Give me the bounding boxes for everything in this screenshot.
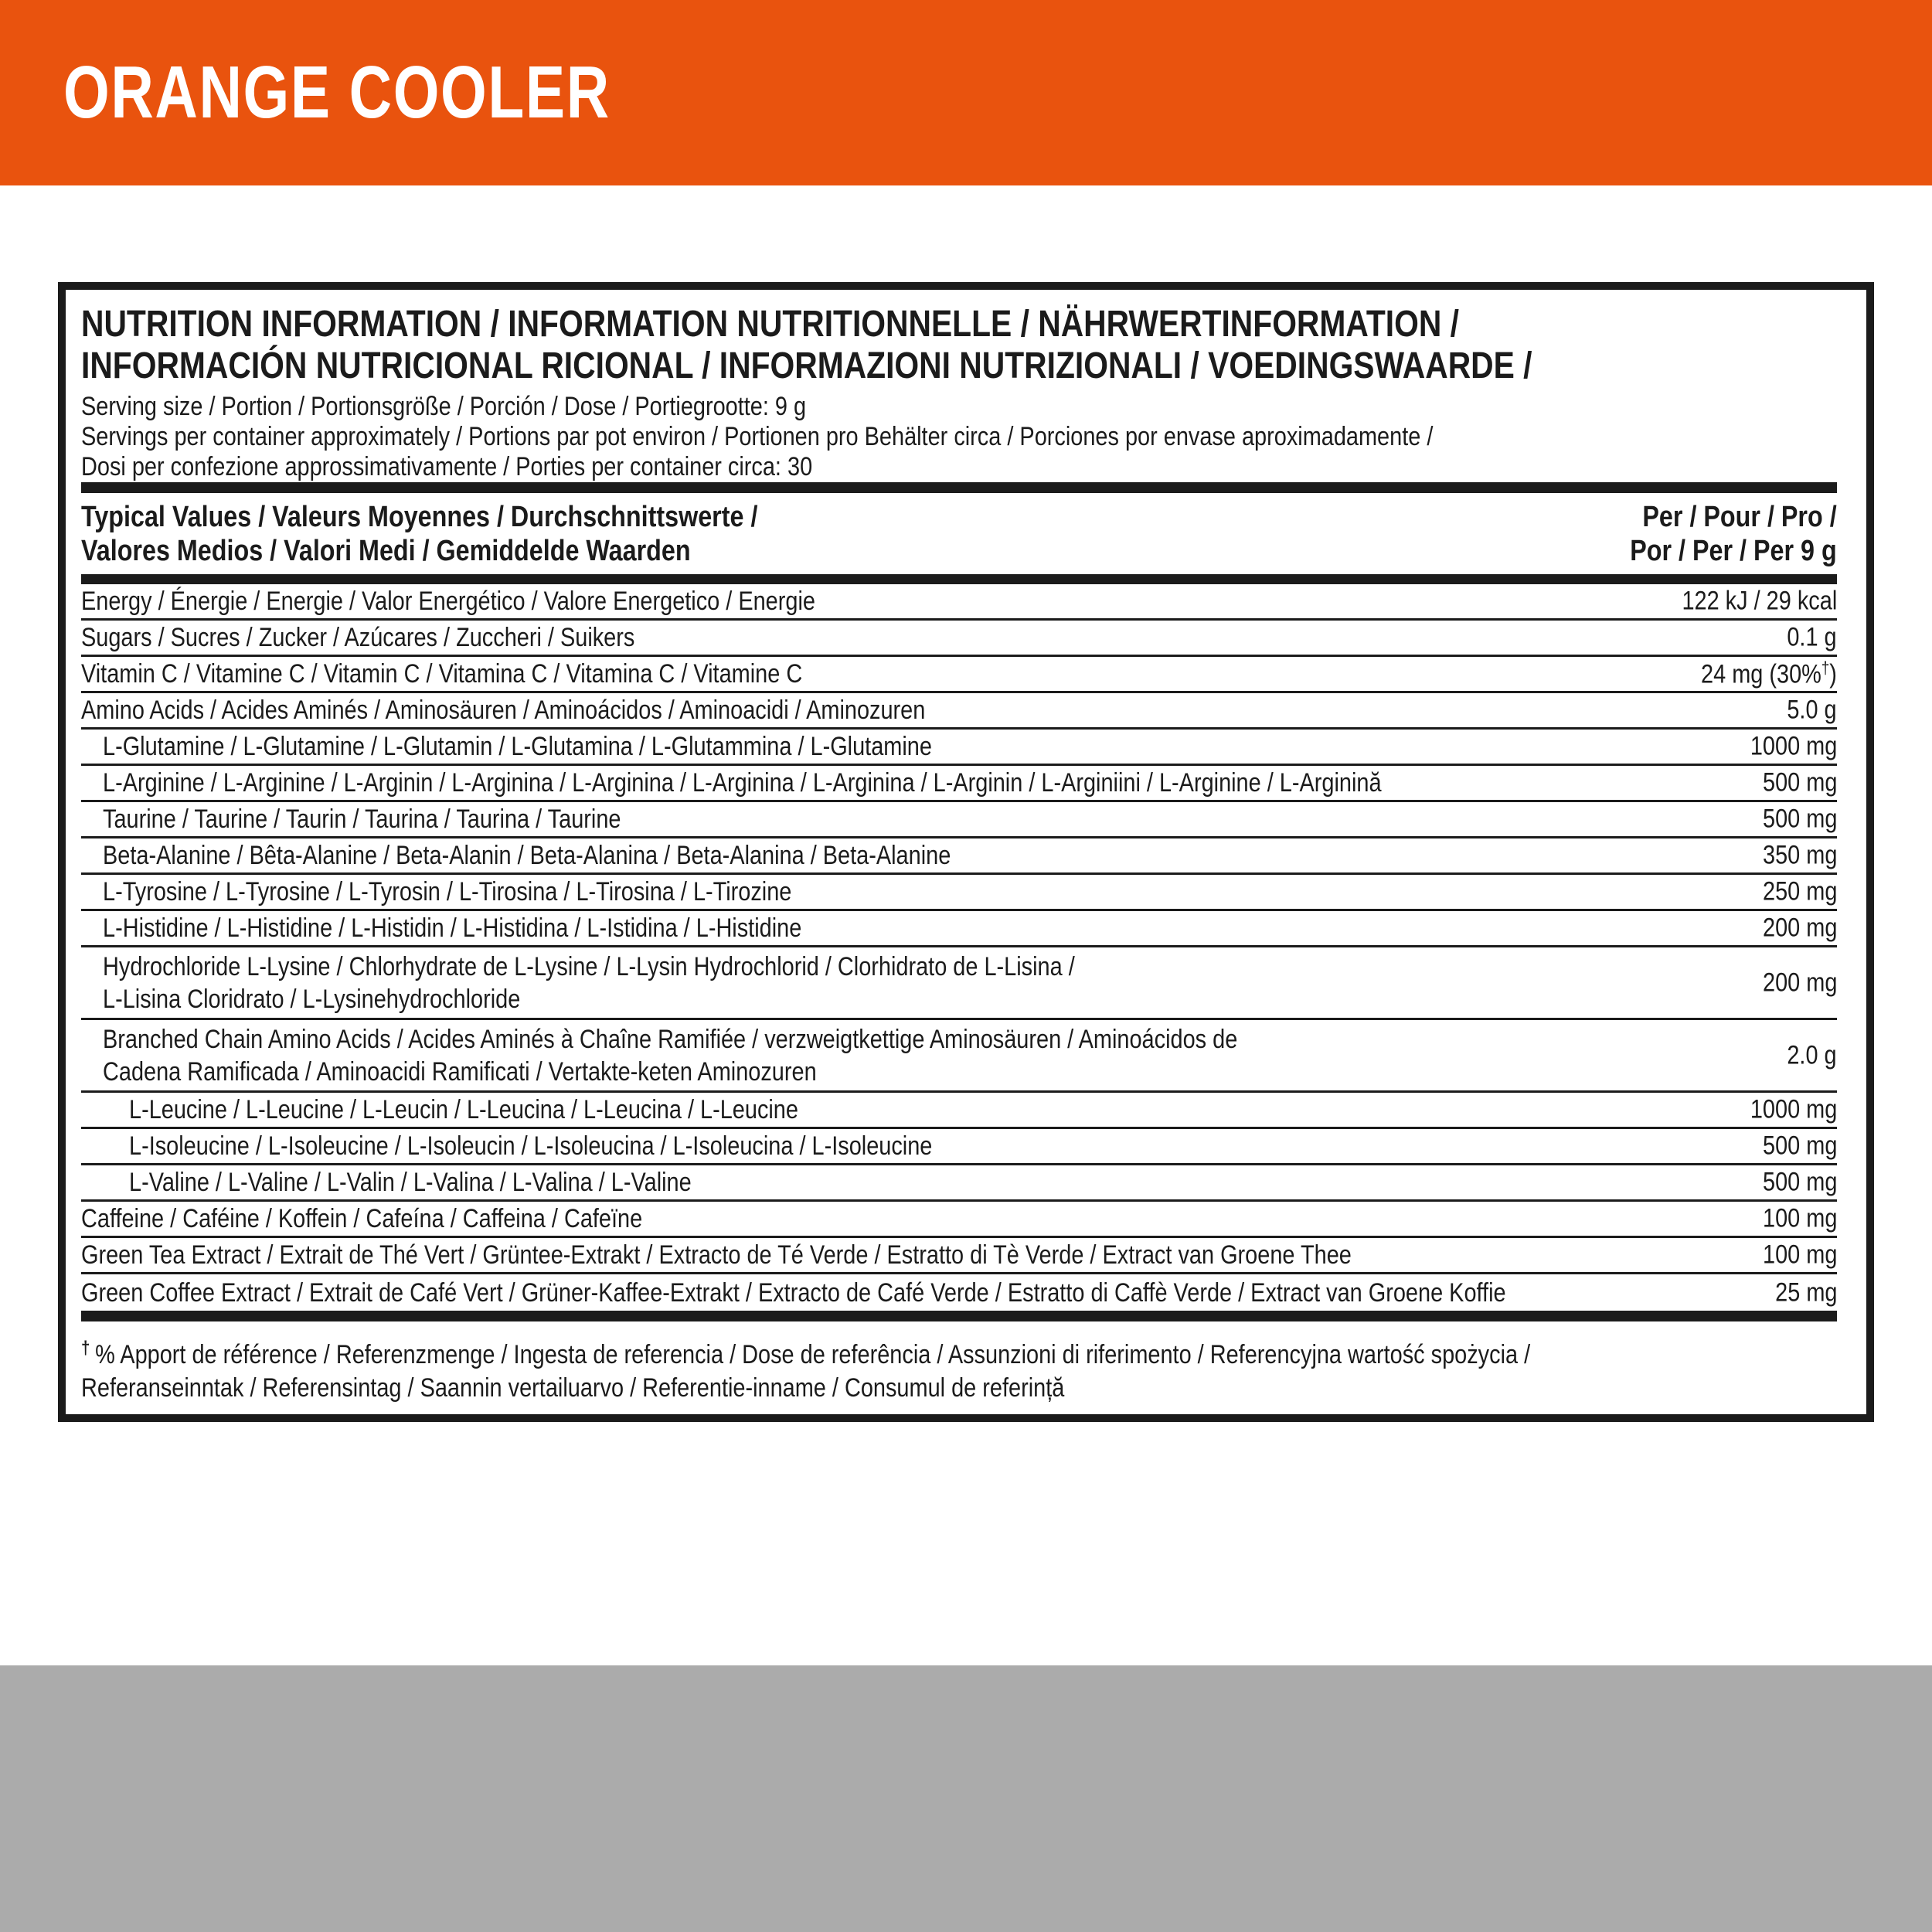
table-row-l-tyrosine — [81, 875, 1837, 911]
per-serving-line-2: Por / Per / Per 9 g — [1630, 535, 1837, 567]
product-flavor-title-text: ORANGE COOLER — [63, 51, 611, 134]
column-header-per-serving — [1594, 500, 1837, 568]
row-label: Caffeine / Caféine / Koffein / Cafeína / Caffeina / Cafeïne — [81, 1204, 643, 1233]
table-row-branched-chain-amino-acids — [81, 1020, 1837, 1093]
row-value: 500 mg — [1762, 767, 1837, 798]
nutrition-table — [81, 584, 1837, 1311]
panel-title-line-1: NUTRITION INFORMATION / INFORMATION NUTRITIONNELLE / NÄHRWERTINFORMATION / — [81, 304, 1459, 345]
row-label: Vitamin C / Vitamine C / Vitamin C / Vitamina C / Vitamina C / Vitamine C — [81, 659, 803, 689]
row-label: Hydrochloride L-Lysine / Chlorhydrate de L-Lysine / L-Lysin Hydrochlorid / Clorhidrato de L-Lisina / L-Lisina Cloridrato / L-Lysinehydrochloride — [103, 951, 1075, 1014]
servings-per-container-line-2: Dosi per confezione approssimativamente / Porties per container circa: 30 — [81, 452, 813, 481]
table-row-l-lysine-hydrochloride — [81, 947, 1837, 1020]
row-label: Sugars / Sucres / Zucker / Azúcares / Zuccheri / Suikers — [81, 623, 635, 652]
divider-bar-top — [81, 482, 1837, 493]
row-label: L-Tyrosine / L-Tyrosine / L-Tyrosin / L-Tirosina / L-Tirosina / L-Tirozine — [103, 877, 792, 906]
divider-bar-bottom — [81, 1311, 1837, 1321]
row-label: Green Coffee Extract / Extrait de Café Vert / Grüner-Kaffee-Extrakt / Extracto de Café Verde / Estratto di Caffè Verde / Extract van Groene Koffie — [81, 1277, 1506, 1308]
reference-intake-footnote — [81, 1332, 1837, 1405]
row-value: 200 mg — [1762, 913, 1837, 943]
divider-bar-middle — [81, 574, 1837, 584]
table-row-green-coffee-extract — [81, 1274, 1837, 1311]
table-row-beta-alanine — [81, 838, 1837, 875]
row-label: Branched Chain Amino Acids / Acides Aminés à Chaîne Ramifiée / verzweigtkettige Aminosäuren / Aminoácidos de Cadena Ramificada / Aminoacidi Ramificati / Vertakte-keten Aminozuren — [103, 1024, 1238, 1087]
row-value: 5.0 g — [1787, 695, 1837, 725]
row-value: 2.0 g — [1787, 1040, 1837, 1070]
table-row-l-arginine — [81, 766, 1837, 802]
brand-band — [0, 0, 1932, 185]
row-value: 350 mg — [1762, 840, 1837, 870]
nutrition-panel — [58, 282, 1874, 1422]
row-label: L-Glutamine / L-Glutamine / L-Glutamin / L-Glutamina / L-Glutammina / L-Glutamine — [103, 732, 932, 761]
row-label: Green Tea Extract / Extrait de Thé Vert / Grüntee-Extrakt / Extracto de Té Verde / Estratto di Tè Verde / Extract van Groene Thee — [81, 1240, 1352, 1270]
table-row-amino-acids — [81, 693, 1837, 730]
panel-title — [81, 304, 1837, 387]
servings-per-container-line-1: Servings per container approximately / Portions par pot environ / Portionen pro Behälter circa / Porciones por envase aproximadamente / — [81, 422, 1434, 451]
footnote-dagger: † — [81, 1338, 90, 1359]
table-row-l-histidine — [81, 911, 1837, 947]
row-value: 500 mg — [1762, 1131, 1837, 1161]
row-value: 250 mg — [1762, 876, 1837, 906]
row-label: Energy / Énergie / Energie / Valor Energético / Valore Energetico / Energie — [81, 587, 815, 616]
reference-intake-dagger: † — [1821, 658, 1830, 678]
table-row-caffeine — [81, 1202, 1837, 1238]
row-label: L-Arginine / L-Arginine / L-Arginin / L-Arginina / L-Arginina / L-Arginina / L-Arginina / L-Arginin / L-Arginiini / L-Arginine / L-Arginină — [103, 768, 1382, 798]
row-value: 100 mg — [1762, 1240, 1837, 1270]
row-value: 1000 mg — [1750, 731, 1837, 761]
row-label: L-Histidine / L-Histidine / L-Histidin / L-Histidina / L-Istidina / L-Histidine — [103, 913, 802, 943]
table-row-l-leucine — [81, 1093, 1837, 1129]
footnote-line-2: Referanseinntak / Referensintag / Saannin vertailuarvo / Referentie-inname / Consumul de referință — [81, 1373, 1065, 1403]
panel-title-line-2: INFORMACIÓN NUTRICIONAL RICIONAL / INFORMAZIONI NUTRIZIONALI / VOEDINGSWAARDE / — [81, 345, 1532, 386]
table-row-sugars — [81, 621, 1837, 657]
table-row-taurine — [81, 802, 1837, 838]
product-flavor-title — [63, 0, 747, 185]
typical-values-line-1: Typical Values / Valeurs Moyennes / Durchschnittswerte / — [81, 501, 758, 533]
table-row-l-glutamine — [81, 730, 1837, 766]
typical-values-line-2: Valores Medios / Valori Medi / Gemiddelde Waarden — [81, 535, 691, 567]
row-label: L-Valine / L-Valine / L-Valin / L-Valina / L-Valina / L-Valine — [129, 1168, 692, 1197]
row-label: Taurine / Taurine / Taurin / Taurina / Taurina / Taurine — [103, 804, 621, 834]
row-label: L-Leucine / L-Leucine / L-Leucin / L-Leucina / L-Leucina / L-Leucine — [129, 1095, 798, 1124]
row-label: Amino Acids / Acides Aminés / Aminosäuren / Aminoácidos / Aminoacidi / Aminozuren — [81, 696, 926, 725]
footer-band — [0, 1665, 1932, 1932]
column-header-typical-values — [81, 500, 877, 568]
table-row-green-tea-extract — [81, 1238, 1837, 1274]
table-row-vitamin-c — [81, 657, 1837, 693]
row-value: 200 mg — [1762, 968, 1837, 997]
row-value: 24 mg (30%†) — [1701, 658, 1837, 689]
serving-size-line: Serving size / Portion / Portionsgröße / Porción / Dose / Portiegrootte: 9 g — [81, 392, 807, 421]
table-row-energy — [81, 584, 1837, 621]
row-value: 25 mg — [1774, 1277, 1837, 1307]
row-value: 122 kJ / 29 kcal — [1682, 586, 1837, 616]
table-row-l-valine — [81, 1165, 1837, 1202]
row-value: 500 mg — [1762, 804, 1837, 834]
column-header — [81, 493, 1837, 574]
row-label: Beta-Alanine / Bêta-Alanine / Beta-Alanin / Beta-Alanina / Beta-Alanina / Beta-Alanine — [103, 841, 951, 870]
row-label: L-Isoleucine / L-Isoleucine / L-Isoleucin / L-Isoleucina / L-Isoleucina / L-Isoleucine — [129, 1131, 933, 1161]
per-serving-line-1: Per / Pour / Pro / — [1642, 501, 1837, 533]
row-value: 0.1 g — [1787, 622, 1837, 652]
serving-info — [81, 392, 1837, 482]
row-value: 500 mg — [1762, 1167, 1837, 1197]
row-value: 100 mg — [1762, 1203, 1837, 1233]
footnote-line-1: † % Apport de référence / Referenzmenge / Ingesta de referencia / Dose de referência / Assunzioni di riferimento / Referencyjna wartość spożycia / — [81, 1338, 1531, 1370]
row-value: 1000 mg — [1750, 1094, 1837, 1124]
table-row-l-isoleucine — [81, 1129, 1837, 1165]
